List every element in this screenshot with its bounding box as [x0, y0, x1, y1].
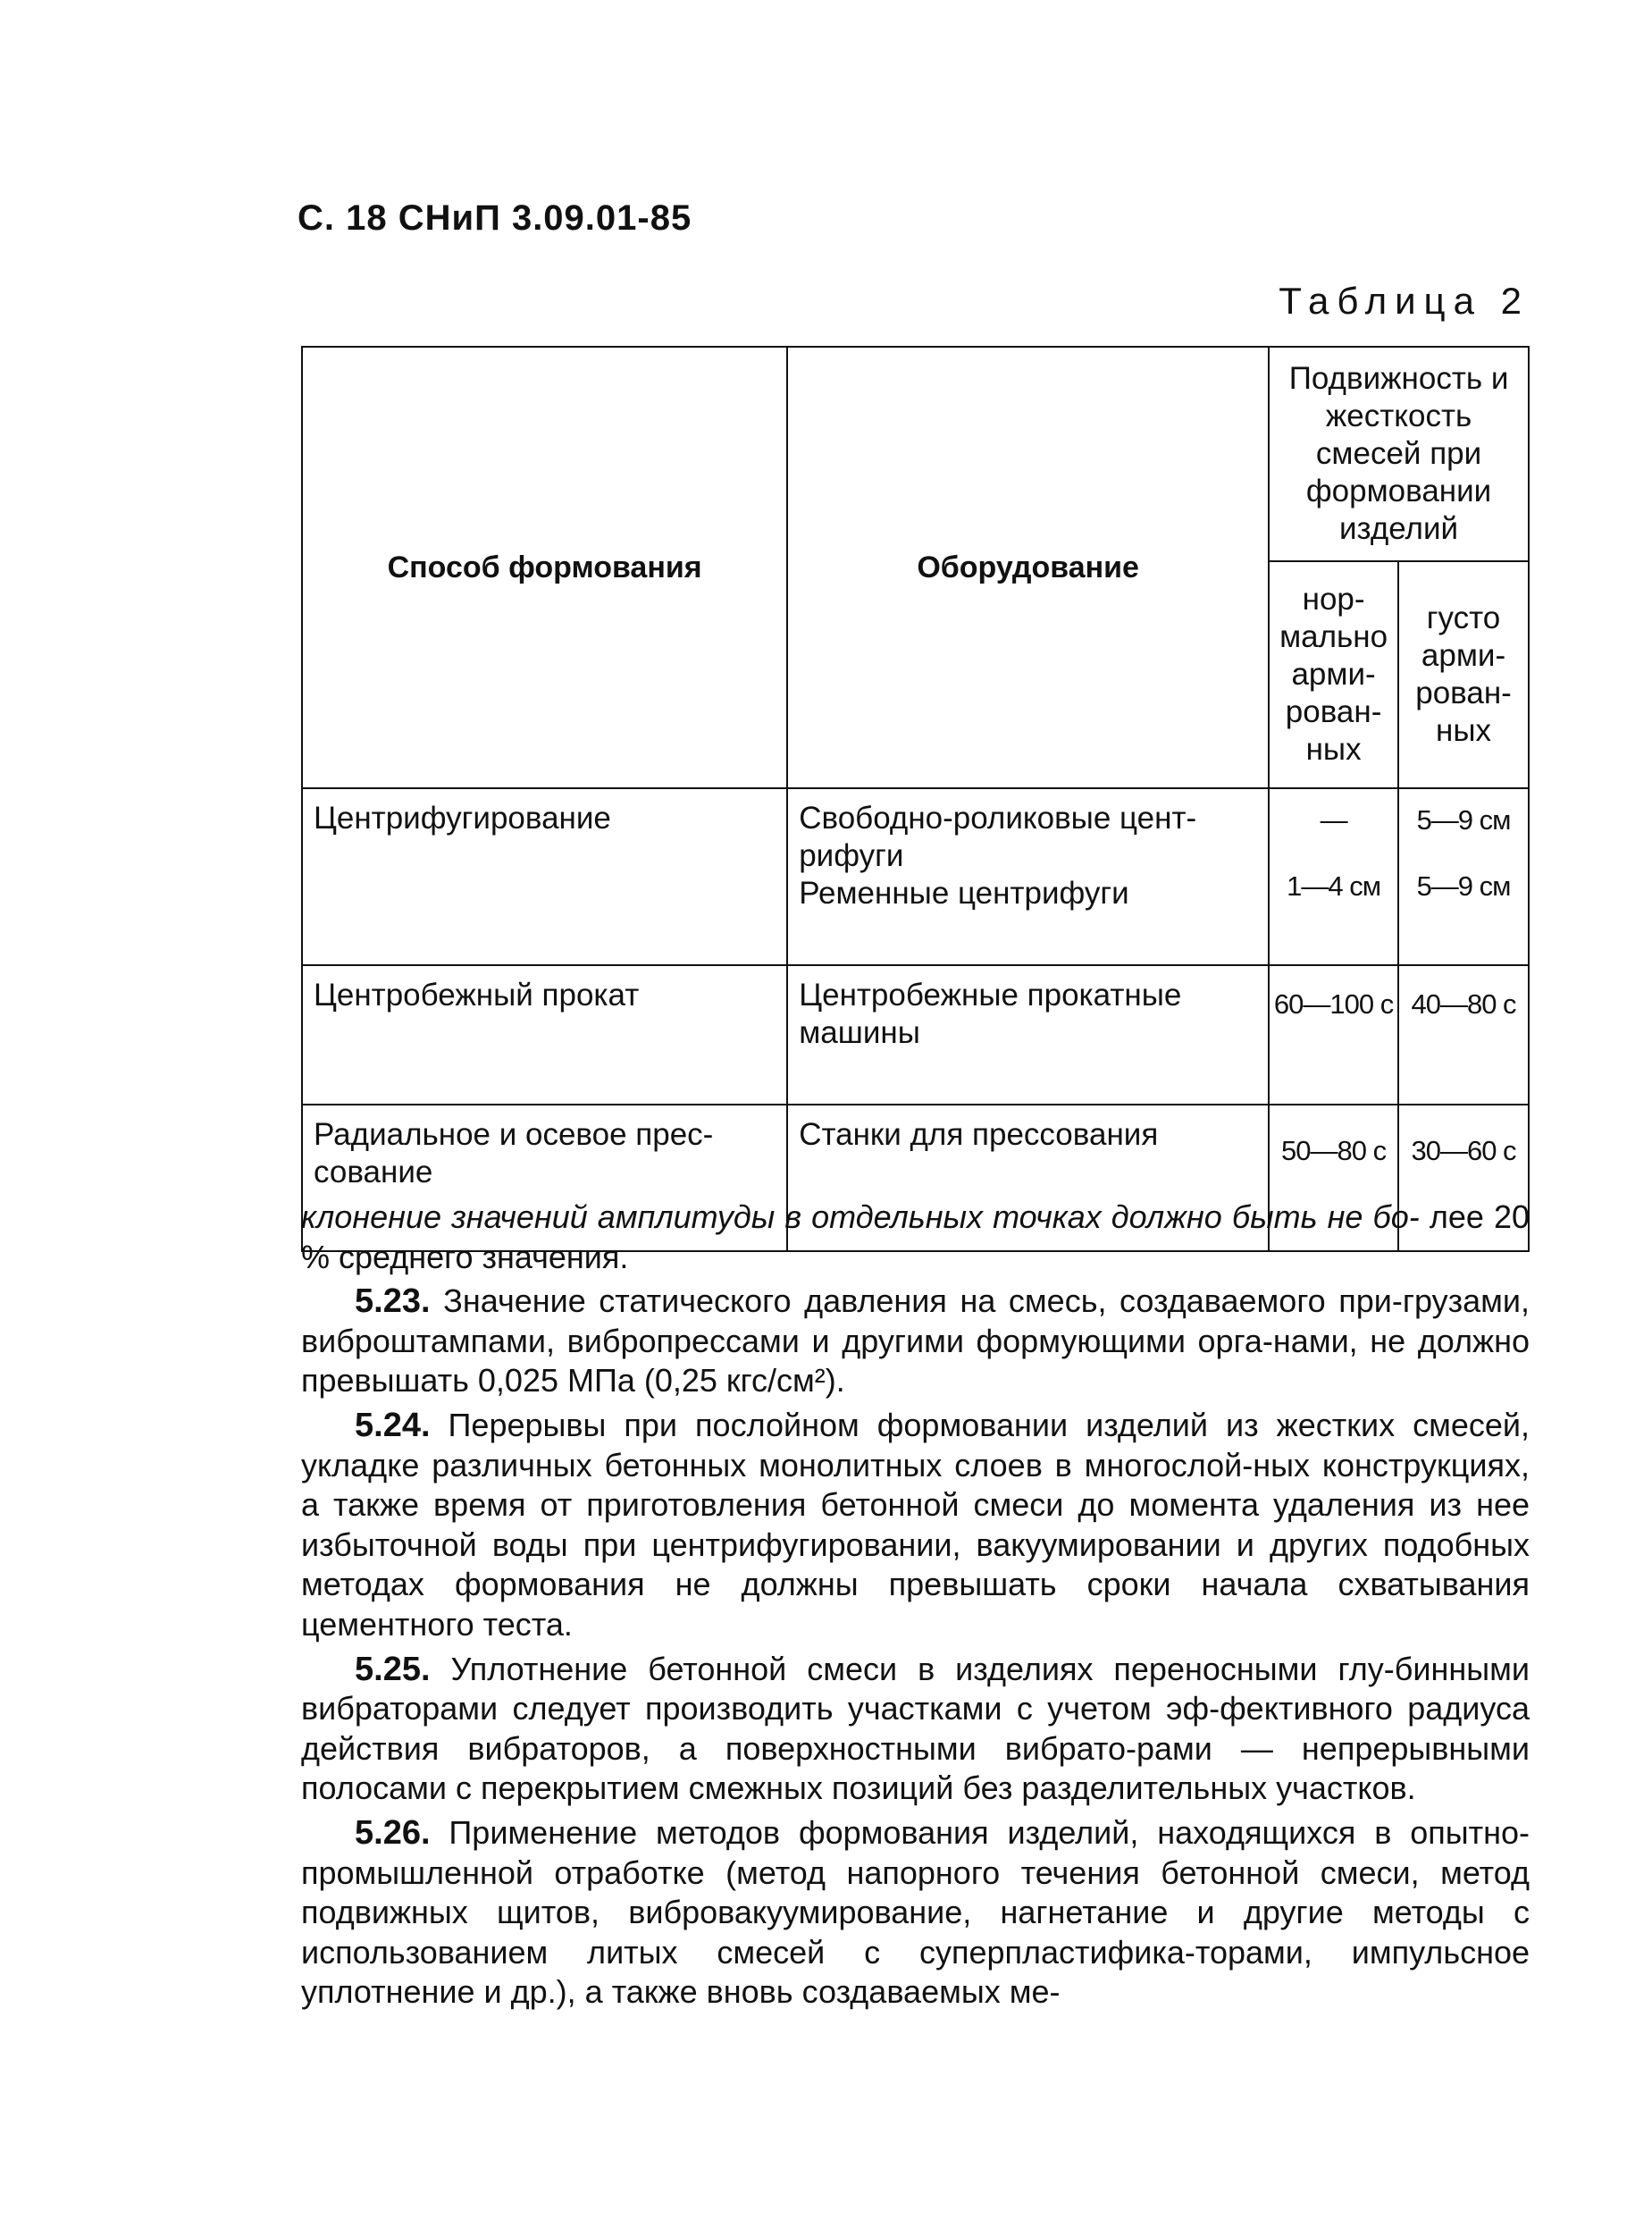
value-normal-2: 1—4 см: [1287, 870, 1381, 902]
clause-text: Значение статического давления на смесь, создаваемого при-грузами, виброштампами, вибропрессами и другими формующими орга-нами, не должно превышать 0,025 МПа (0,25 кгс/см²).: [301, 1282, 1530, 1399]
clause-number: 5.23.: [355, 1282, 431, 1321]
cell-normal: 60—100 с: [1269, 965, 1398, 1105]
header-normal-reinforced: нор-мально арми-рован-ных: [1269, 561, 1398, 788]
clause-text: Уплотнение бетонной смеси в изделиях переносными глу-бинными вибраторами следует производить участками с учетом эф-фективного радиуса действия вибраторов, а поверхностными вибрато-рами — непрерывными полосами с перекрытием смежных позиций без разделительных участков.: [301, 1650, 1530, 1807]
cell-method: Радиальное и осевое прес-сование: [302, 1105, 787, 1251]
table-header-row: [302, 347, 1529, 561]
cell-normal: 50—80 с: [1269, 1105, 1398, 1251]
clause-text: Перерывы при послойном формовании изделий из жестких смесей, укладке различных бетонных монолитных слоев в многослой-ных конструкциях, а также время от приготовления бетонной смеси до момента удаления из нее избыточной воды при центрифугировании, вакуумировании и других подобных методах формования не должны превышать сроки начала схватывания цементного теста.: [301, 1406, 1530, 1643]
header-dense-reinforced: густо арми-рован-ных: [1398, 561, 1529, 788]
continuation-italic: клонение значений амплитуды в отдельных точках должно быть не бо-: [301, 1198, 1420, 1235]
cell-dense: 30—60 с: [1398, 1105, 1529, 1251]
cell-method: Центрифугирование: [302, 788, 787, 965]
value-dense-2: 5—9 см: [1416, 870, 1511, 902]
cell-equipment: Центробежные прокатные машины: [787, 965, 1269, 1105]
paragraph-5-23: [301, 1282, 1530, 1401]
equipment-line: Свободно-роликовые цент-рифуги: [799, 801, 1197, 873]
table-caption: Таблица 2: [1279, 280, 1530, 322]
data-table: [301, 346, 1530, 1252]
value-normal-1: —: [1320, 804, 1347, 836]
cell-equipment: [787, 788, 1269, 965]
paragraph-5-26: [301, 1813, 1530, 2013]
cell-dense: 40—80 с: [1398, 965, 1529, 1105]
value-dense-1: 5—9 см: [1416, 804, 1511, 836]
paragraph-continuation: [301, 1198, 1530, 1277]
header-equipment: Оборудование: [787, 347, 1269, 788]
table-row: [302, 965, 1529, 1105]
continuation-rest: лее 20 % среднего значения.: [301, 1198, 1530, 1275]
equipment-line: Ременные центрифуги: [799, 876, 1129, 911]
header-method: Способ формования: [302, 347, 787, 788]
cell-normal: [1269, 788, 1398, 965]
paragraph-5-25: [301, 1650, 1530, 1809]
table-row: [302, 788, 1529, 965]
clause-text: Применение методов формования изделий, находящихся в опытно-промышленной отработке (метод напорного течения бетонной смеси, метод подвижных щитов, вибровакуумирование, нагнетание и другие методы с использованием литых смесей с суперпластифика-торами, импульсное уплотнение и др.), а также вновь создаваемых ме-: [301, 1813, 1530, 2011]
clause-number: 5.24.: [355, 1406, 431, 1444]
body-text: [301, 1198, 1530, 2017]
cell-method: Центробежный прокат: [302, 965, 787, 1105]
cell-dense: [1398, 788, 1529, 965]
cell-equipment: Станки для прессования: [787, 1105, 1269, 1251]
clause-number: 5.26.: [355, 1813, 431, 1852]
paragraph-5-24: [301, 1406, 1530, 1645]
page-header: С. 18 СНиП 3.09.01-85: [298, 198, 692, 238]
header-mobility-group: Подвижность и жесткость смесей при формовании изделий: [1269, 347, 1529, 561]
clause-number: 5.25.: [355, 1650, 431, 1688]
